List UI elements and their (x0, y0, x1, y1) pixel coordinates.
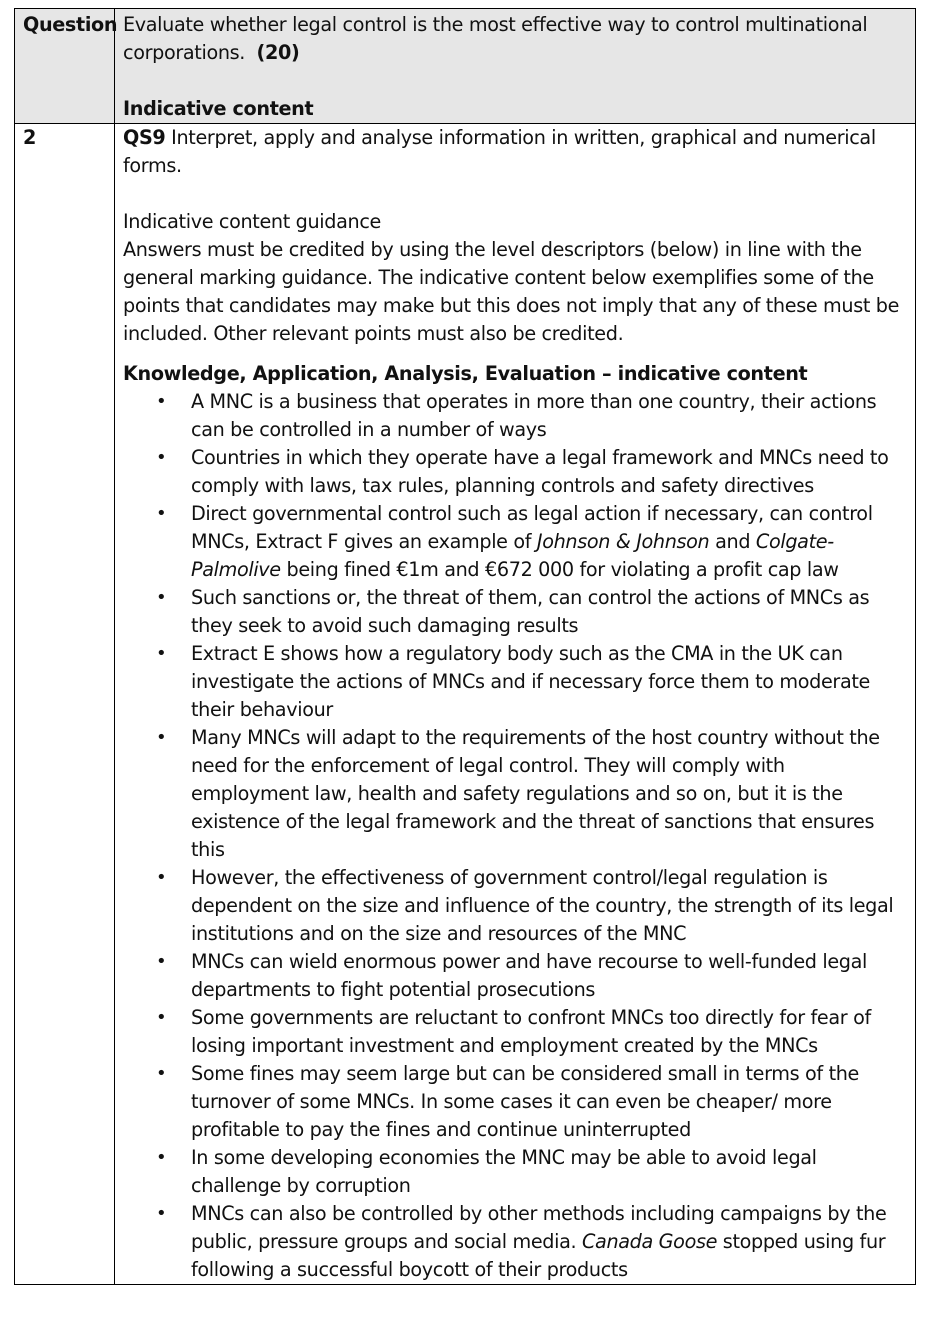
company-name: Canada Goose (582, 1230, 718, 1253)
bullet-icon: • (156, 867, 167, 888)
header-label-cell (15, 9, 118, 124)
question-cell (115, 9, 916, 124)
skill-statement (123, 124, 907, 180)
list-item: • Some governments are reluctant to confront MNCs too directly for fear of losing important investment and employment created by the MNCs (156, 1006, 871, 1057)
skill-code: QS9 (123, 126, 166, 149)
marks: (20) (256, 41, 300, 64)
bullet-icon: • (156, 643, 167, 664)
skill-text: Interpret, apply and analyse information in written, graphical and numerical forms. (123, 126, 876, 177)
company-name: Johnson & Johnson (536, 530, 710, 553)
list-item: • MNCs can wield enormous power and have recourse to well-funded legal departments to fight potential prosecutions (156, 950, 868, 1001)
bullet-icon: • (156, 1007, 167, 1028)
indicative-content-heading: Indicative content (123, 97, 314, 120)
question-text: Evaluate whether legal control is the most effective way to control multinational corporations. (20) (123, 13, 868, 64)
bullet-icon: • (156, 447, 167, 468)
list-item: • In some developing economies the MNC may be able to avoid legal challenge by corruption (156, 1146, 817, 1197)
list-item: • A MNC is a business that operates in more than one country, their actions can be controlled in a number of ways (156, 390, 877, 441)
answer-row (15, 124, 916, 1285)
content-cell (115, 124, 916, 1285)
question-number: 2 (23, 126, 37, 149)
bullet-icon: • (156, 1147, 167, 1168)
list-item: • Some fines may seem large but can be considered small in terms of the turnover of some MNCs. In some cases it can even be cheaper/ more profitable to pay the fines and continue uninterrupted (156, 1062, 860, 1141)
section-heading: Knowledge, Application, Analysis, Evaluation – indicative content (123, 362, 808, 385)
company-name: Colgate-Palmolive (191, 530, 834, 581)
indicative-points-list (123, 388, 907, 1284)
list-item: • Countries in which they operate have a legal framework and MNCs need to comply with laws, tax rules, planning controls and safety directives (156, 446, 889, 497)
question-label: Question (23, 13, 118, 36)
question-number-cell (15, 124, 115, 1285)
bullet-icon: • (156, 503, 167, 524)
list-item: • Such sanctions or, the threat of them, can control the actions of MNCs as they seek to avoid such damaging results (156, 586, 870, 637)
list-item: • However, the effectiveness of government control/legal regulation is dependent on the size and influence of the country, the strength of its legal institutions and on the size and resources of the MNC (156, 866, 894, 945)
header-row (15, 9, 916, 124)
bullet-icon: • (156, 1063, 167, 1084)
list-item: • MNCs can also be controlled by other methods including campaigns by the public, pressure groups and social media. Canada Goose stopped using fur following a successful boycott of their products (156, 1202, 887, 1281)
bullet-icon: • (156, 951, 167, 972)
bullet-icon: • (156, 727, 167, 748)
guidance-text: Answers must be credited by using the level descriptors (below) in line with the general marking guidance. The indicative content below exemplifies some of the points that candidates may make but this does not imply that any of these must be included. Other relevant points must also be credited. (123, 238, 900, 345)
guidance-title: Indicative content guidance (123, 210, 381, 233)
bullet-icon: • (156, 1203, 167, 1224)
bullet-icon: • (156, 587, 167, 608)
bullet-icon: • (156, 391, 167, 412)
list-item: • Many MNCs will adapt to the requirements of the host country without the need for the enforcement of legal control. They will comply with employment law, health and safety regulations and so on, but it is the existence of the legal framework and the threat of sanctions that ensures this (156, 726, 880, 861)
mark-scheme-table (14, 8, 916, 1285)
list-item: • Direct governmental control such as legal action if necessary, can control MNCs, Extract F gives an example of Johnson & Johnson and Colgate-Palmolive being fined €1m and €672 000 for violating a profit cap law (156, 502, 873, 581)
list-item: • Extract E shows how a regulatory body such as the CMA in the UK can investigate the actions of MNCs and if necessary force them to moderate their behaviour (156, 642, 870, 721)
